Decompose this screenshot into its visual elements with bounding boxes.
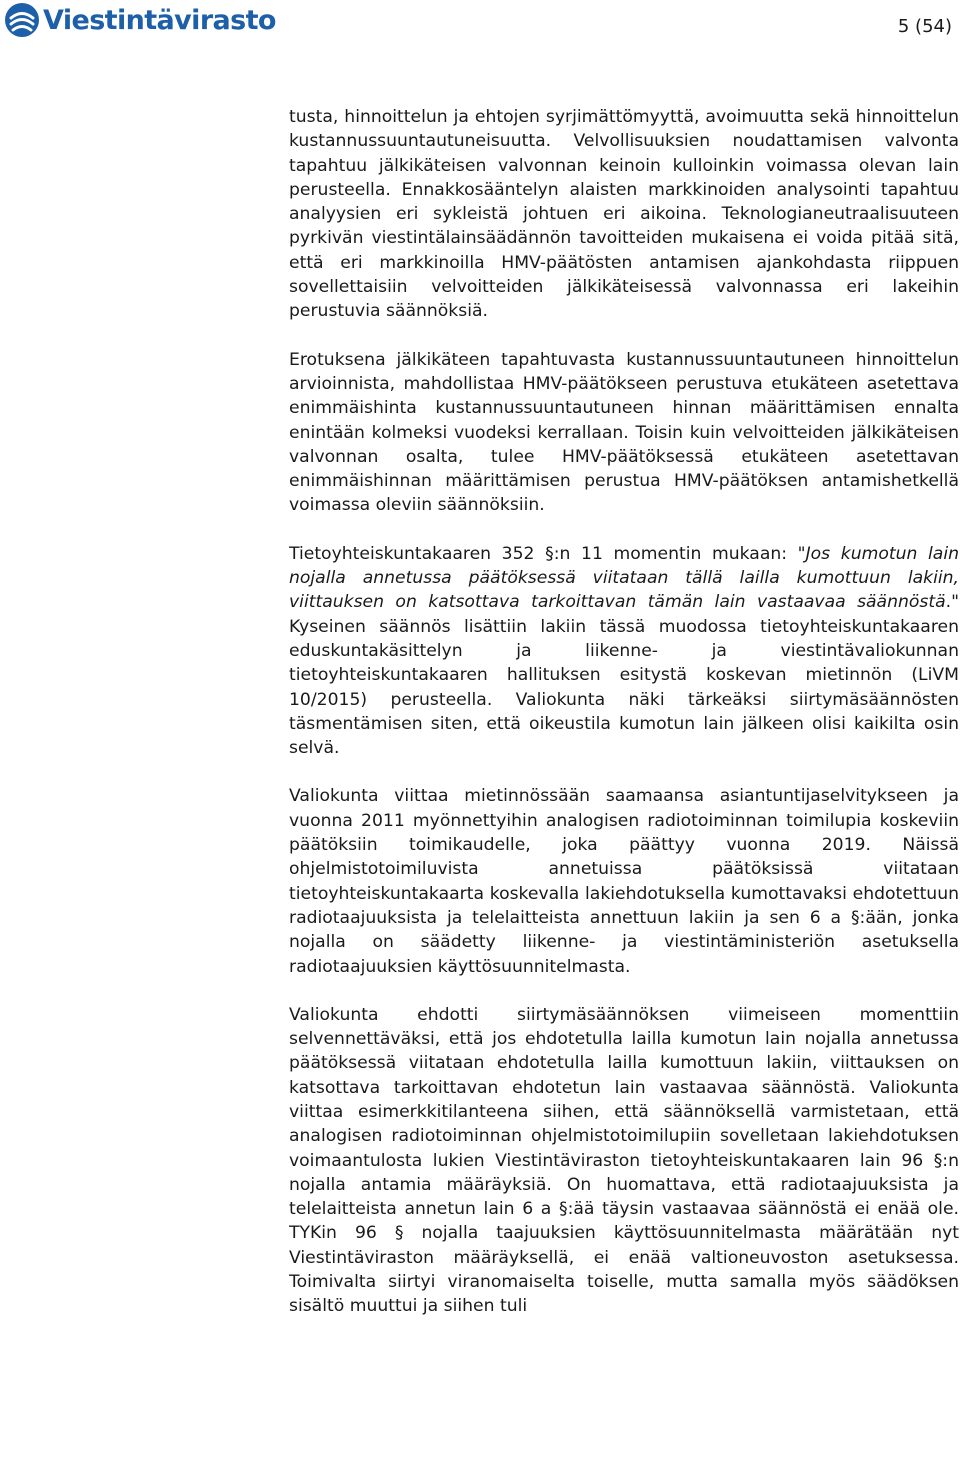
logo-text: Viestintävirasto bbox=[43, 4, 276, 36]
paragraph-5: Valiokunta ehdotti siirtymäsäännöksen viimeiseen momenttiin selvennettäväksi, että jos ehdotetulla lailla kumotun lain nojalla annetussa päätöksessä viitataan ehdotetulla lailla kumottuun lakiin, viittauksen on katsottava tarkoittavan ehdotetun lain vastaavaa säännöstä. Valiokunta viittaa esimerkkitilanteena siihen, että säännöksellä varmistetaan, että analogisen radiotoiminnan ohjelmistotoimilupiin sovelletaan lakiehdotuksen voimaantulosta lukien Viestintäviraston tietoyhteiskuntakaaren lain 96 §:n nojalla antamia määräyksiä. On huomattava, että radiotaajuuksista ja telelaitteista annetun lain 6 a §:ää täysin vastaavaa säännöstä ei enää ole. TYKin 96 § nojalla taajuuksien käyttösuunnitelmasta määrätään nyt Viestintäviraston määräyksellä, ei enää valtioneuvoston asetuksessa. Toimivalta siirtyi viranomaiselta toiselle, mutta samalla myös säädöksen sisältö muuttui ja siihen tuli bbox=[289, 1004, 959, 1317]
paragraph-3-intro: Tietoyhteiskuntakaaren 352 §:n 11 momentin mukaan: " bbox=[289, 543, 806, 564]
logo-mark-icon bbox=[4, 2, 40, 38]
paragraph-2: Erotuksena jälkikäteen tapahtuvasta kustannussuuntautuneen hinnoittelun arvioinnista, mahdollistaa HMV-päätökseen perustuva etukäteen asetettava enimmäishinta kustannussuuntautuneen hinnan määrittämisen ennalta enintään kolmeksi vuodeksi kerrallaan. Toisin kuin velvoitteiden jälkikäteisen valvonnan osalta, tulee HMV-päätöksessä etukäteen asetettavan enimmäishinnan määrittämisen perustua HMV-päätöksen antamishetkellä voimassa oleviin säännöksiin. bbox=[289, 349, 959, 516]
viestintavirasto-logo bbox=[4, 2, 276, 38]
paragraph-1: tusta, hinnoittelun ja ehtojen syrjimättömyyttä, avoimuutta sekä hinnoittelun kustannussuuntautuneisuutta. Velvollisuuksien noudattamisen valvonta tapahtuu jälkikäteisen valvonnan keinoin kulloinkin voimassa olevan lain perusteella. Ennakkosääntelyn alaisten markkinoiden analysointi tapahtuu analyysien eri sykleistä johtuen eri aikoina. Teknologianeutraalisuuteen pyrkivän viestintälainsäädännön tavoitteiden mukaisena ei voida pitää sitä, että eri markkinoilla HMV-päätösten antamisen ajankohdasta riippuen sovellettaisiin velvoitteiden jälkikäteisessä valvonnassa eri lakeihin perustuvia säännöksiä. bbox=[289, 107, 959, 322]
page-number: 5 (54) bbox=[897, 16, 952, 37]
paragraph-3 bbox=[289, 542, 959, 761]
page-header bbox=[0, 0, 960, 60]
paragraph-3-quote: Jos kumotun lain nojalla annetussa päätöksessä viitataan tällä lailla kumottuun lakiin, viittauksen on katsottava tarkoittavan tämän lain vastaavaa säännöstä bbox=[289, 543, 959, 613]
document-body bbox=[289, 105, 959, 1319]
paragraph-4: Valiokunta viittaa mietinnössään saamaansa asiantuntijaselvitykseen ja vuonna 2011 myönnettyihin analogisen radiotoiminnan toimilupia koskeviin päätöksiin toimikaudelle, joka päättyy vuonna 2019. Näissä ohjelmistotoimiluvista annetuissa päätöksissä viitataan tietoyhteiskuntakaarta koskevalla lakiehdotuksella kumottavaksi ehdotettuun radiotaajuuksista ja telelaitteista annettuun lakiin ja sen 6 a §:ään, jonka nojalla on säädetty liikenne- ja viestintäministeriön asetuksella radiotaajuuksien käyttösuunnitelmasta. bbox=[289, 786, 959, 977]
paragraph-3-rest: ." Kyseinen säännös lisättiin lakiin tässä muodossa tietoyhteiskuntakaaren eduskuntakäsittelyn ja liikenne- ja viestintävaliokunnan tietoyhteiskuntakaaren hallituksen esitystä koskevan mietinnön (LiVM 10/2015) perusteella. Valiokunta näki tärkeäksi siirtymäsäännösten täsmentämisen siten, että oikeustila kumotun lain jälkeen olisi kaikilta osin selvä. bbox=[289, 592, 959, 759]
